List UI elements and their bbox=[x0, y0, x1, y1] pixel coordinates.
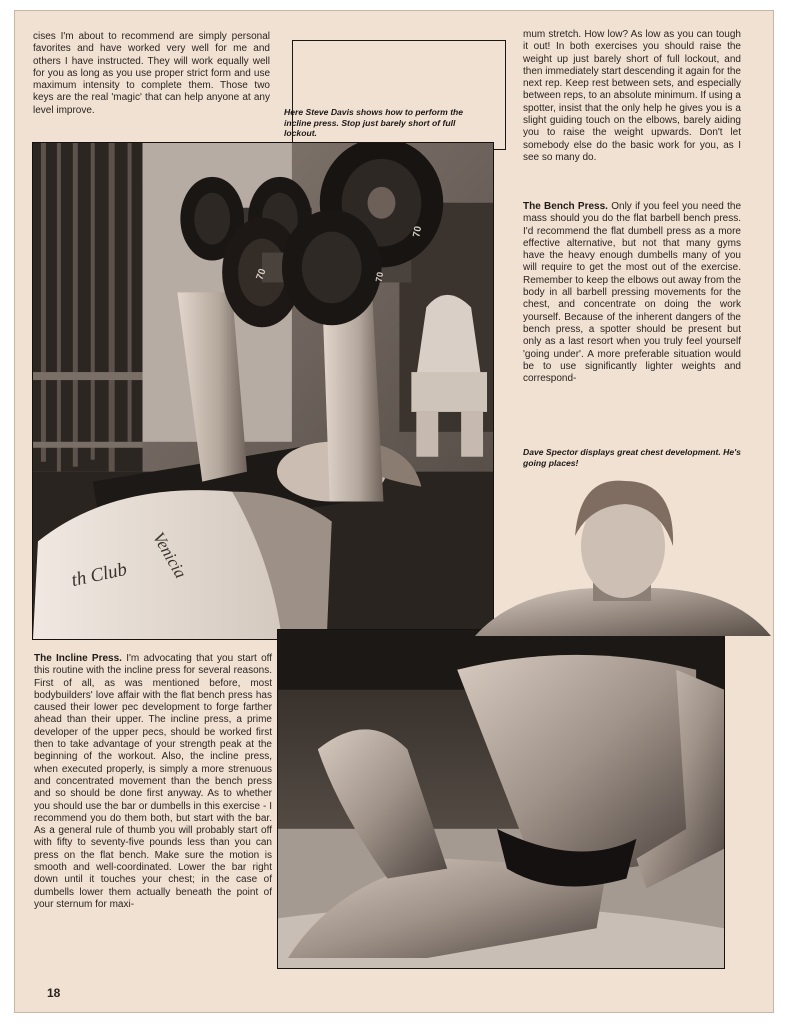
page-number: 18 bbox=[47, 986, 61, 1000]
dave-spector-photo bbox=[277, 629, 725, 969]
magazine-page bbox=[14, 10, 774, 1013]
shirt-print-line1: Venicia bbox=[149, 528, 191, 582]
bench-press-body: Only if you feel you need the mass should you do the flat barbell bench press. I'd recommend the flat dumbell press as a more effective alternative, but not that many gyms have the heavy enough dumbells many of you will require to get the most out of the exercise. Remember to keep the elbows out away from the body in all barbell pressing movements for the chest, and concentrate on doing the work yourself. Because of the inherent dangers of the bench press, a spotter should be present but only as a last resort when you truly feel yourself 'going under'. A more preferable situation would be to use significantly lighter weights and correspond- bbox=[523, 201, 742, 385]
incline-press-heading: The Incline Press. bbox=[34, 653, 122, 664]
incline-press-photo bbox=[32, 142, 494, 640]
spector-photo-caption: Dave Spector displays great chest development. He's going places! bbox=[523, 447, 741, 468]
plate-label-left: 70 bbox=[254, 267, 269, 282]
incline-press-body: I'm advocating that you start off this routine with the incline press for several reasons. First of all, as was mentioned before, most bodybuilders' love affair with the flat bench press has caused their lower pec development to forge farther ahead than their upper. The incline press, a prime developer of the upper pecs, should be worked first then to take advantage of your strength peak at the beginning of the workout. Also, the incline press, when executed properly, is simply a more strenuous and concentrated movement than the bench press and so should be done first anyway. As to whether you should use the bar or dumbells in this exercise - I recommend you do them both, but start with the bar. As a general rule of thumb you will probably start off with fifty to seventy-five pounds less than you can press on the flat bench. Make sure the motion is smooth and well-coordinated. Lower the bar right down until it touches your chest; in the case of dumbells lower them actually beneath the point of your sternum for maxi- bbox=[34, 653, 272, 910]
incline-photo-caption: Here Steve Davis shows how to perform the incline press. Stop just barely short of full lockout. bbox=[284, 107, 464, 138]
plate-label-side: 70 bbox=[373, 271, 386, 283]
spector-head-cutout bbox=[475, 476, 771, 636]
bench-press-paragraph bbox=[523, 201, 741, 385]
intro-paragraph: cises I'm about to recommend are simply personal favorites and have worked very well for me and others I have instructed. They will work equally well for you as long as you use proper strict form and use maximum intensity to complete them. Those two keys are the real 'magic' that can help anyone at any level improve. bbox=[33, 31, 270, 116]
incline-press-illustration bbox=[33, 143, 493, 639]
right-column-continuation: mum stretch. How low? As low as you can tough it out! In both exercises you should raise the weight up just barely short of full lockout, and then immediately start descending it again for the next rep. Keep rest between sets, and especially between reps, to an absolute minimum. If using a spotter, insist that the only help he gives you is a slight guiding touch on the elbows, barely aiding you to raise the weight upwards. Don't let somebody else do the basic work for you, as I see so many do. bbox=[523, 29, 741, 163]
bench-press-heading: The Bench Press. bbox=[523, 201, 608, 212]
incline-press-paragraph bbox=[34, 653, 272, 911]
shirt-print-line2: th Club bbox=[69, 558, 129, 592]
plate-label-right: 70 bbox=[411, 225, 425, 239]
spector-pose-illustration bbox=[278, 630, 724, 968]
